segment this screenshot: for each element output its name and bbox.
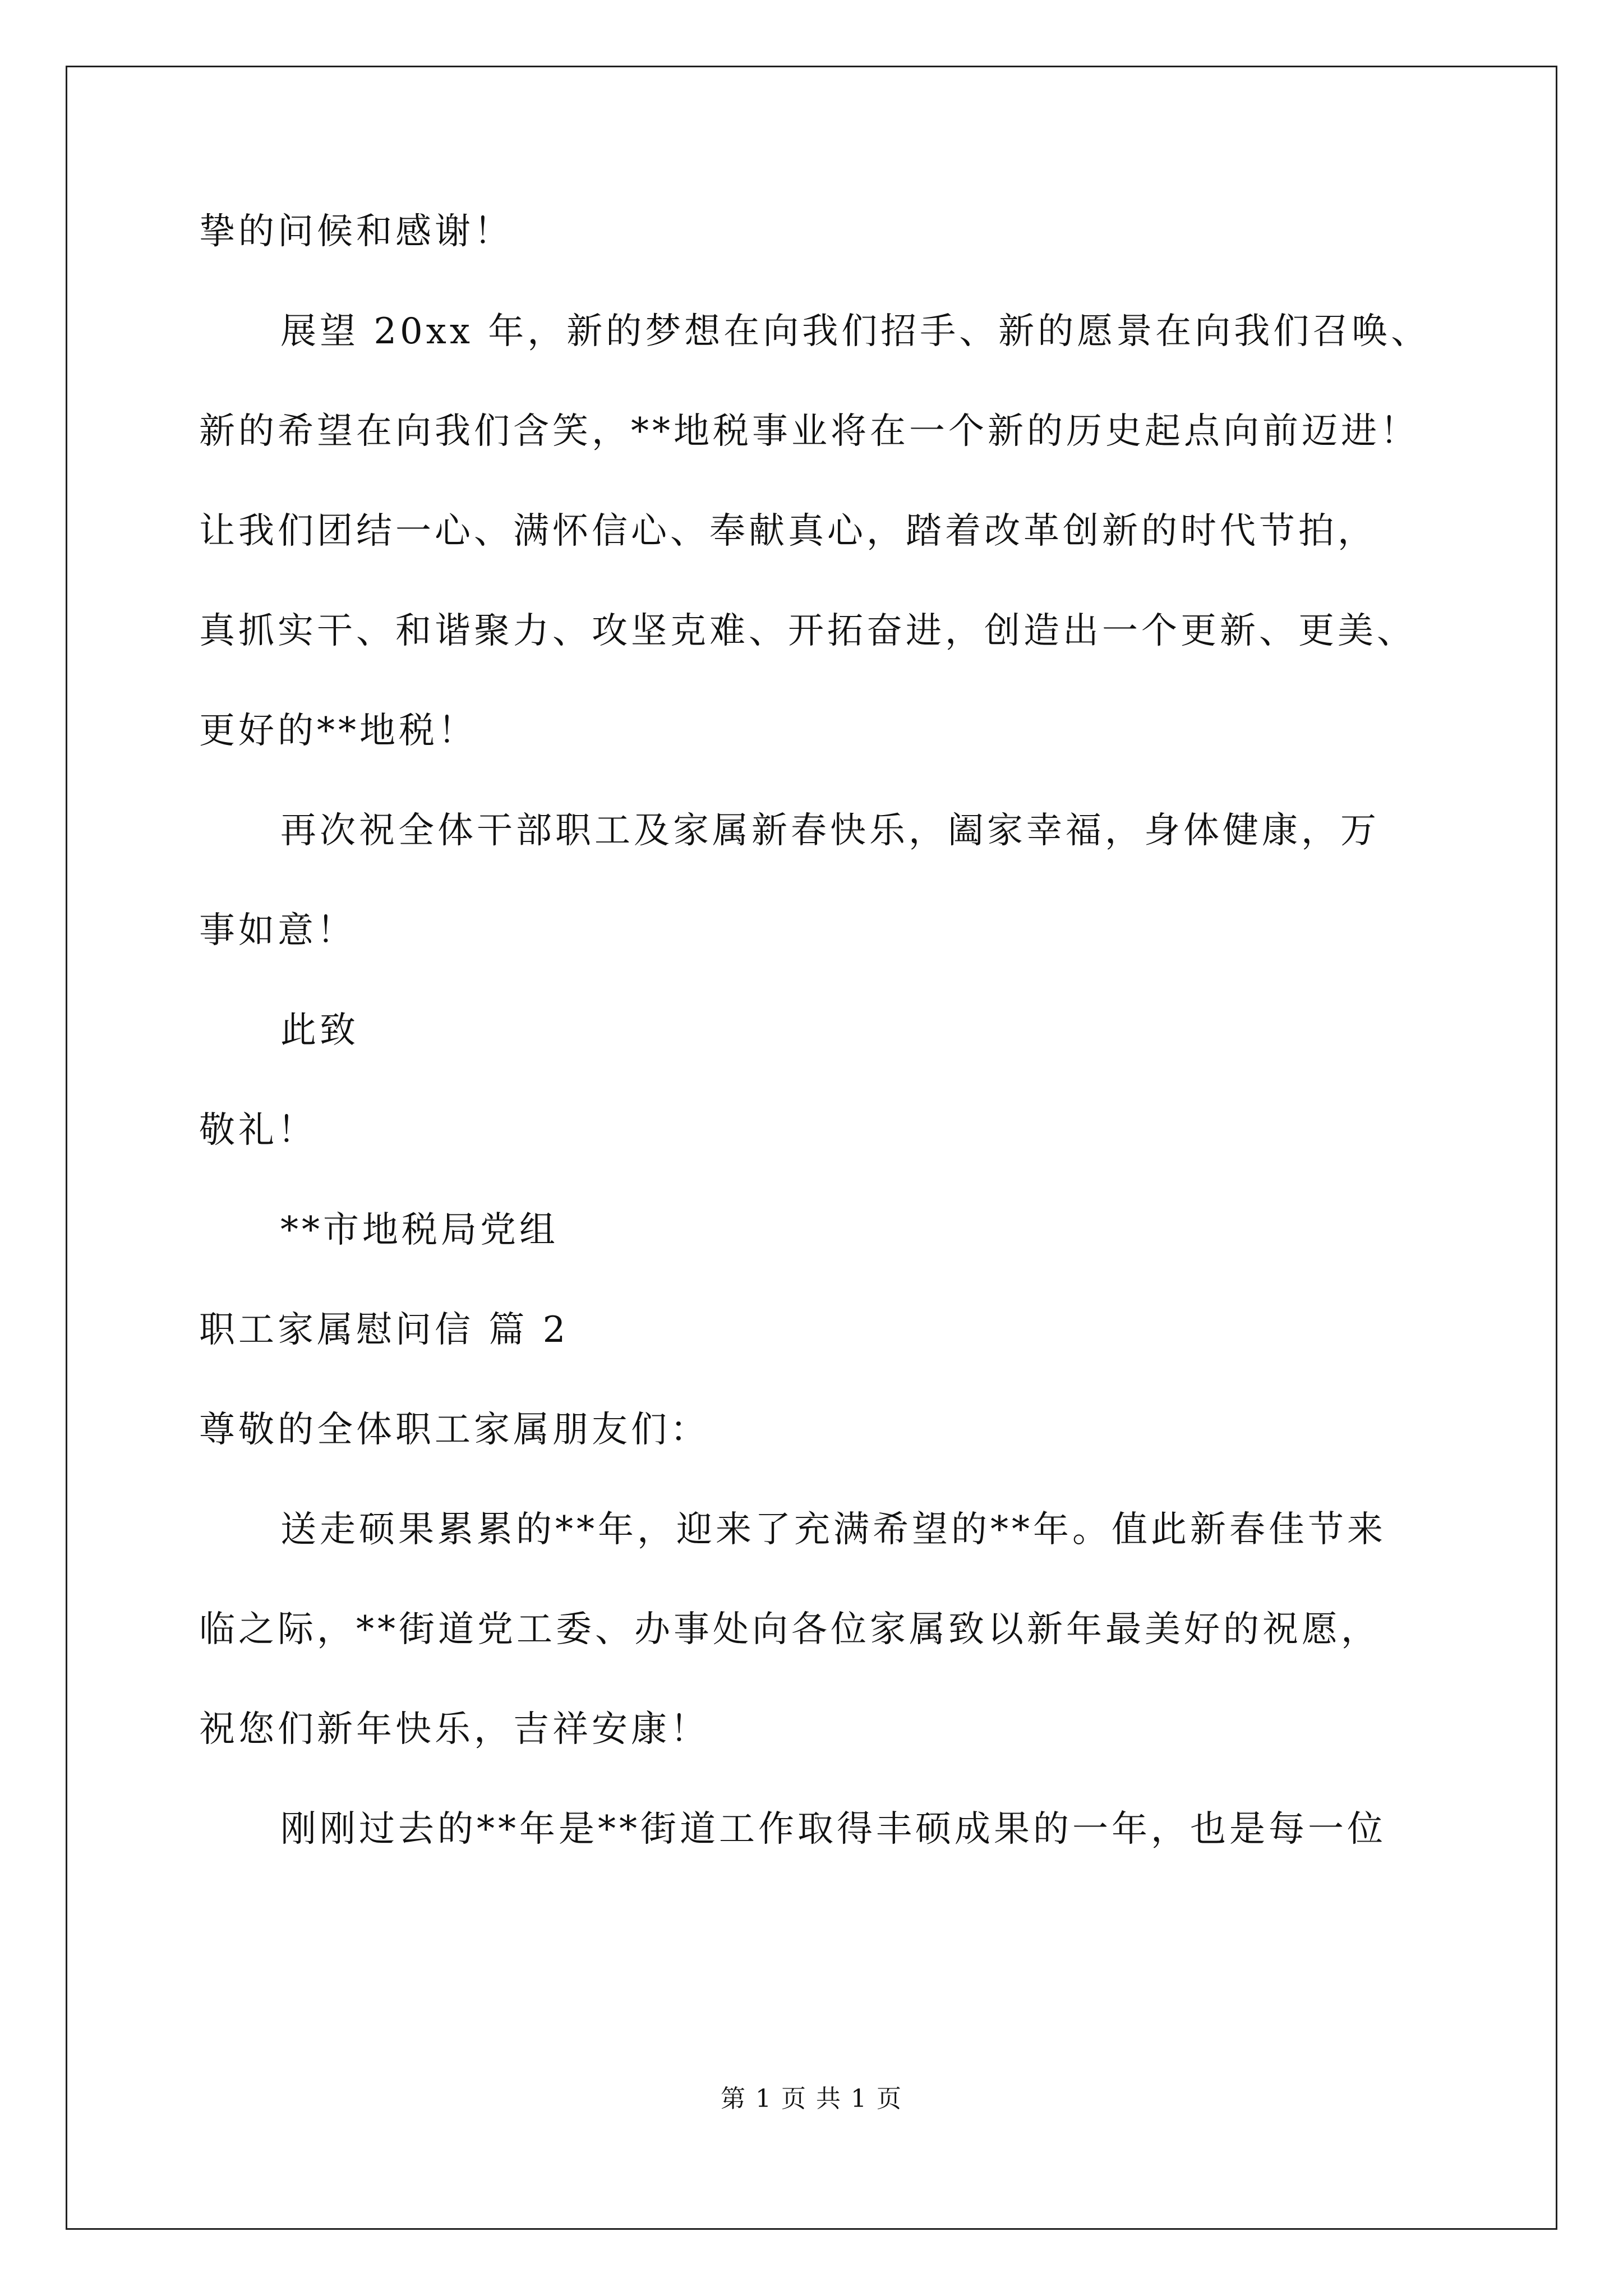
text-line: 挚的问候和感谢！ [199,211,513,252]
closing-regards: 敬礼！ [199,1110,317,1151]
text-line: 展望 20xx 年，新的梦想在向我们招手、新的愿景在向我们召唤、 [280,311,1431,352]
greeting-line: 尊敬的全体职工家属朋友们： [199,1409,709,1451]
text-line: 临之际，**街道党工委、办事处向各位家属致以新年最美好的祝愿， [199,1609,1380,1650]
text-line: 新的希望在向我们含笑，**地税事业将在一个新的历史起点向前迈进！ [199,411,1419,452]
text-line: 事如意！ [199,910,356,951]
text-line: 真抓实干、和谐聚力、攻坚克难、开拓奋进，创造出一个更新、更美、 [199,610,1416,652]
text-line: 刚刚过去的**年是**街道工作取得丰硕成果的一年，也是每一位 [280,1809,1386,1850]
signature-line: **市地税局党组 [280,1209,559,1251]
page-number-footer: 第 1 页 共 1 页 [721,2085,902,2113]
text-line: 再次祝全体干部职工及家属新春快乐，阖家幸福，身体健康，万 [280,810,1380,852]
closing-salutation: 此致 [280,1010,359,1051]
section-heading: 职工家属慰问信 篇 2 [199,1309,569,1351]
text-line: 更好的**地税！ [199,710,477,752]
text-line: 祝您们新年快乐，吉祥安康！ [199,1709,709,1750]
text-line: 让我们团结一心、满怀信心、奉献真心，踏着改革创新的时代节拍， [199,510,1377,552]
text-line: 送走硕果累累的**年，迎来了充满希望的**年。值此新春佳节来 [280,1509,1386,1550]
